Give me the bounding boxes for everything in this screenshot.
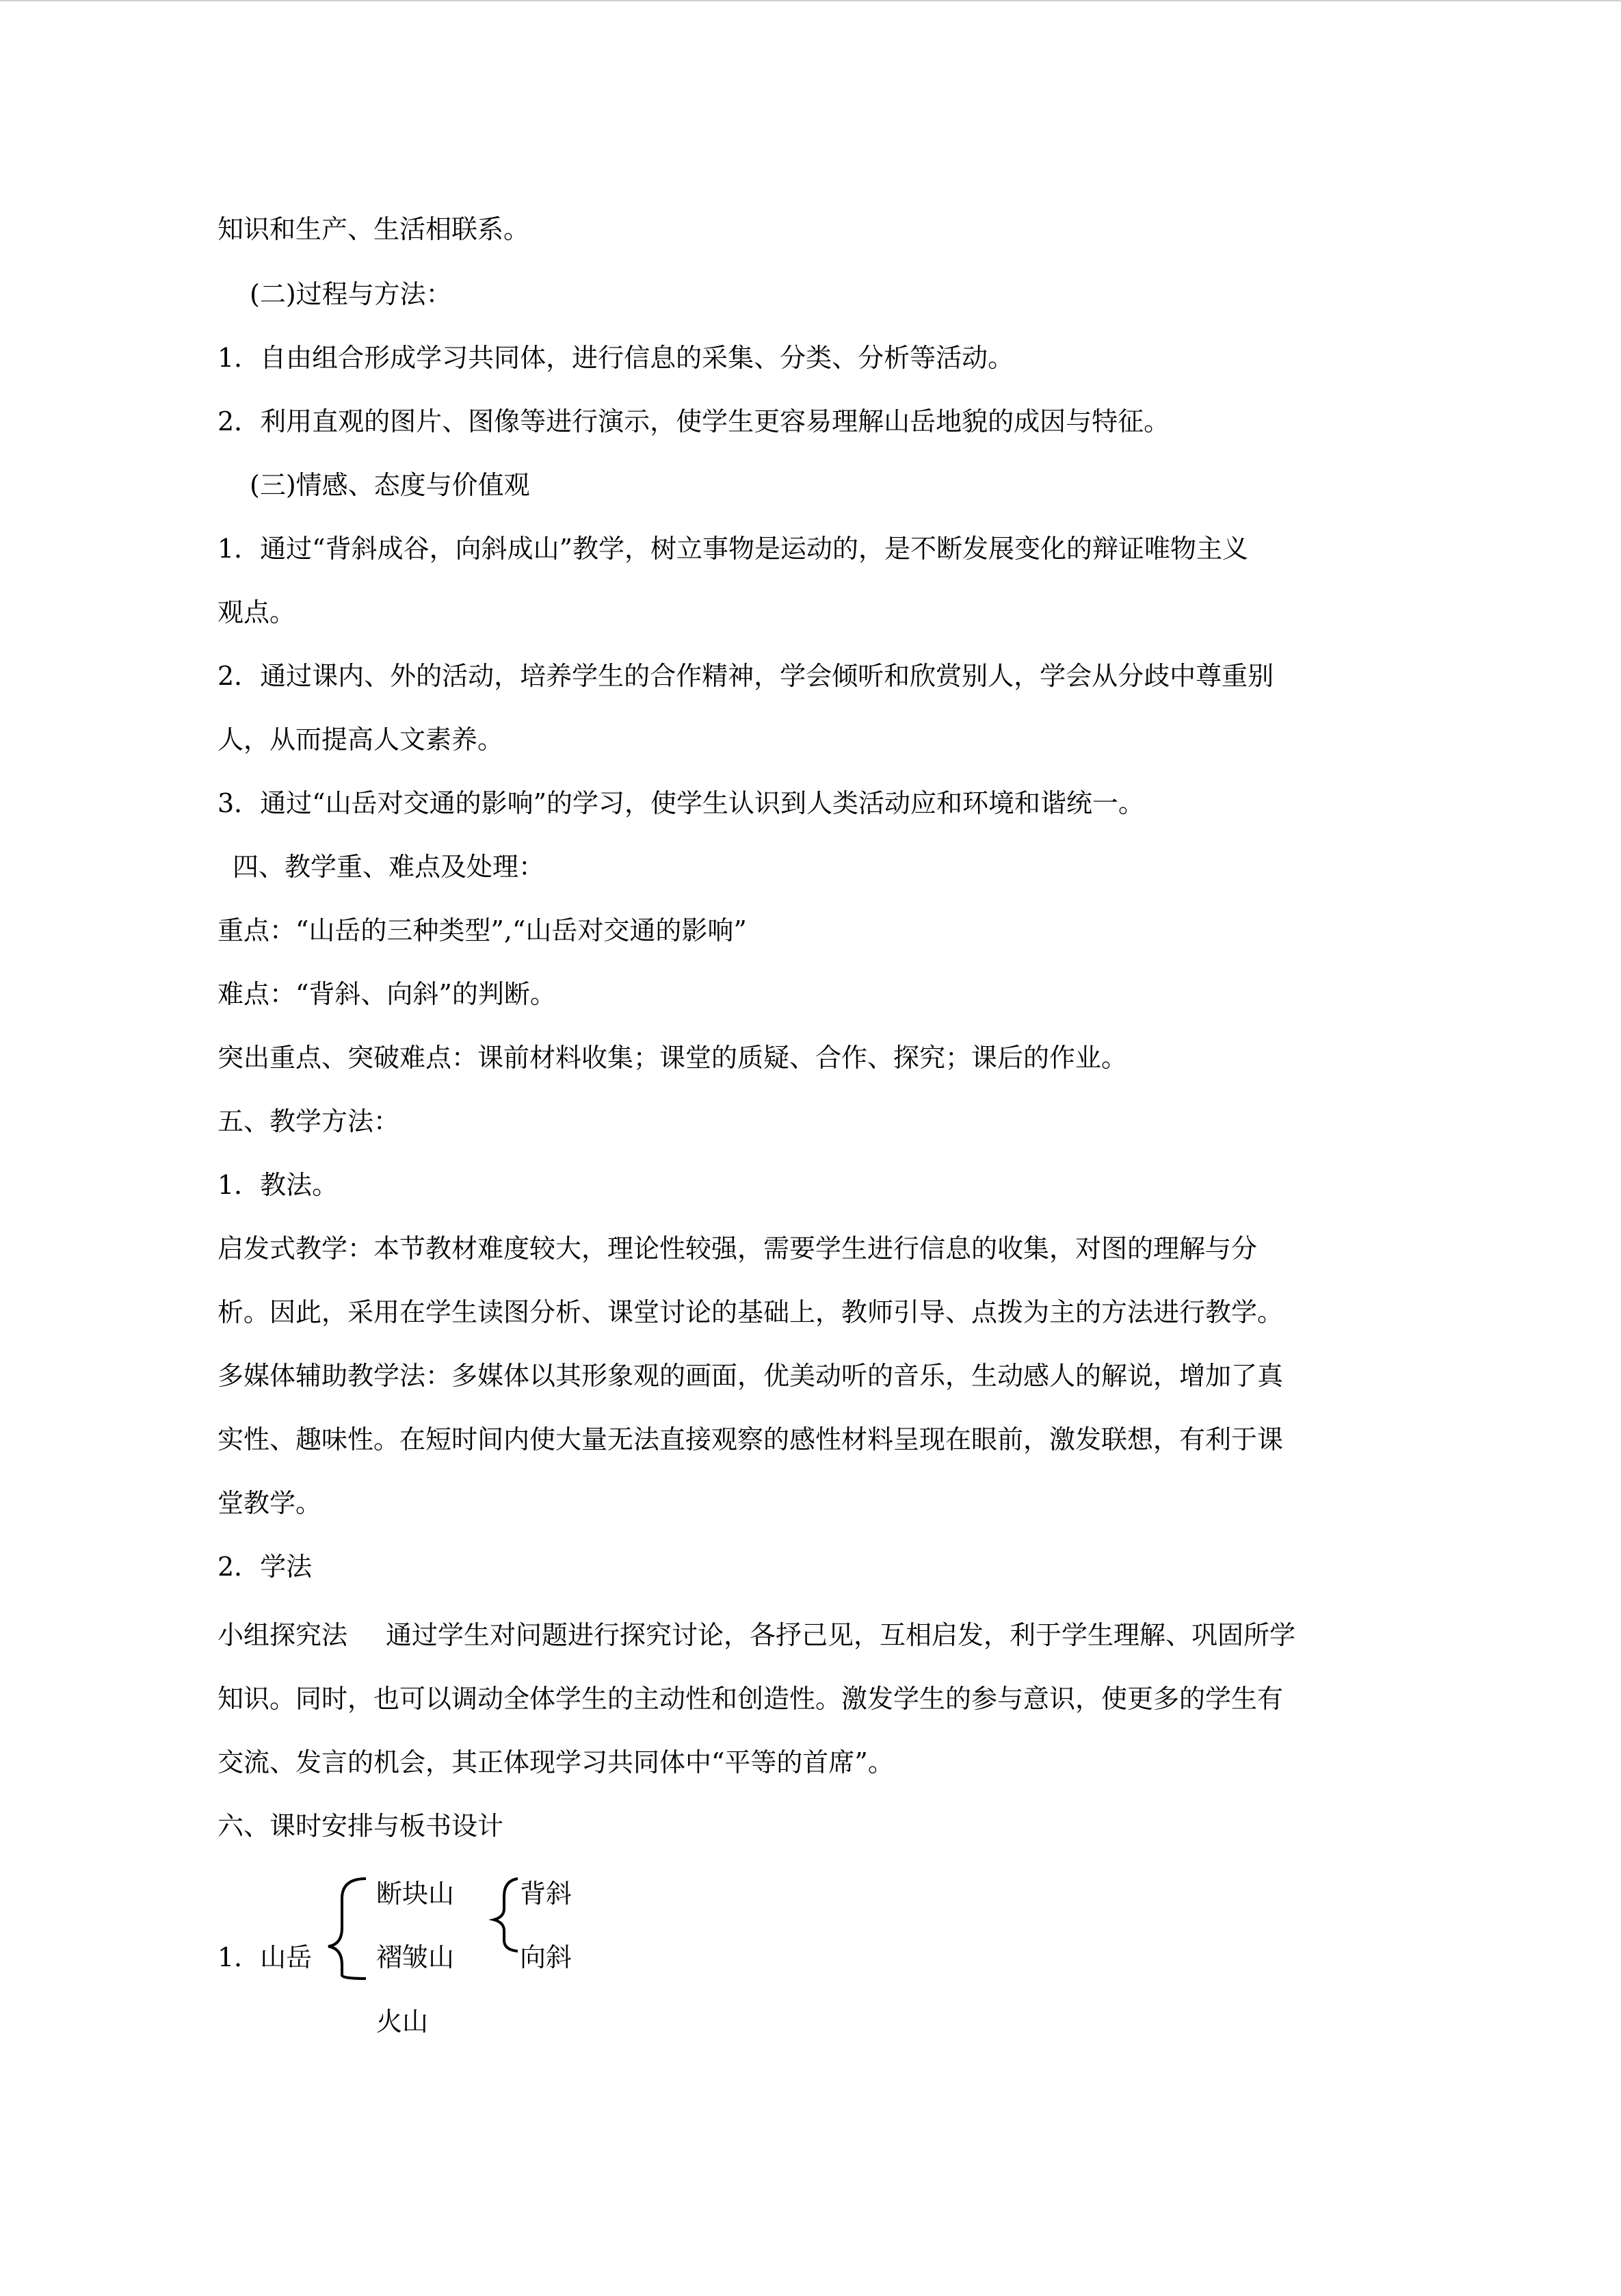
text-line: 1．自由组合形成学习共同体，进行信息的采集、分类、分析等活动。 [218,343,1014,373]
text-line: 3．通过“山岳对交通的影响”的学习，使学生认识到人类活动应和环境和谐统一。 [218,788,1145,818]
text-line: 堂教学。 [218,1488,322,1518]
section-heading: 六、课时安排与板书设计 [218,1811,504,1841]
type-duankuaishan: 断块山 [376,1879,455,1909]
text-line: 2．通过课内、外的活动，培养学生的合作精神，学会倾听和欣赏别人，学会从分歧中尊重别 [218,661,1274,691]
text-line: 知识。同时，也可以调动全体学生的主动性和创造性。激发学生的参与意识，使更多的学生有 [218,1684,1284,1714]
text-line: 多媒体辅助教学法：多媒体以其形象观的画面，优美动听的音乐，生动感人的解说，增加了真 [218,1361,1284,1391]
section-heading: 四、教学重、难点及处理： [233,852,545,882]
section-heading: (二)过程与方法： [250,279,452,309]
right-brace [494,1879,518,1951]
text-line: 1．通过“背斜成谷，向斜成山”教学，树立事物是运动的，是不断发展变化的辩证唯物主义 [218,534,1249,564]
diagram-root: 1．山岳 [218,1942,313,1972]
left-brace [328,1879,366,1979]
text-line: 重点：“山岳的三种类型”,“山岳对交通的影响” [218,915,747,945]
method-label: 小组探究法 [218,1620,348,1650]
method-text: 通过学生对问题进行探究讨论，各抒己见，互相启发，利于学生理解、巩固所学 [386,1620,1296,1650]
text-line: 启发式教学：本节教材难度较大，理论性较强，需要学生进行信息的收集，对图的理解与分 [218,1234,1258,1264]
section-heading: (三)情感、态度与价值观 [250,470,530,500]
text-line: 析。因此，采用在学生读图分析、课堂讨论的基础上，教师引导、点拨为主的方法进行教学。 [218,1297,1284,1327]
text-line: 难点：“背斜、向斜”的判断。 [218,979,556,1009]
text-line: 2．学法 [218,1552,313,1582]
sub-xiangxie: 向斜 [520,1942,572,1972]
text-line: 实性、趣味性。在短时间内使大量无法直接观察的感性材料呈现在眼前，激发联想，有利于课 [218,1424,1284,1454]
type-huoshan: 火山 [376,2007,429,2037]
text-line: 观点。 [218,597,296,627]
text-line: 人，从而提高人文素养。 [218,725,504,755]
text-line: 2．利用直观的图片、图像等进行演示，使学生更容易理解山岳地貌的成因与特征。 [218,406,1170,436]
text-line: 交流、发言的机会，其正体现学习共同体中“平等的首席”。 [218,1747,894,1777]
sub-beixie: 背斜 [520,1879,572,1909]
text-line: 突出重点、突破难点：课前材料收集；课堂的质疑、合作、探究；课后的作业。 [218,1043,1128,1073]
text-line: 知识和生产、生活相联系。 [218,214,530,244]
section-heading: 五、教学方法： [218,1106,400,1136]
type-zhezhoushan: 褶皱山 [376,1942,455,1972]
text-line: 1．教法。 [218,1170,339,1200]
